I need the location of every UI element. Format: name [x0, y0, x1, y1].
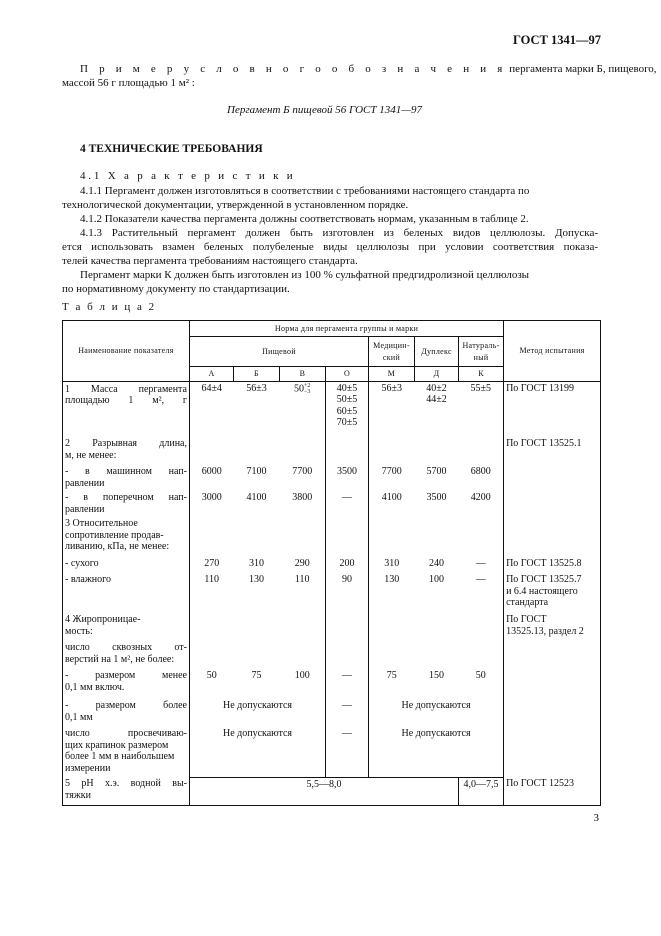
table-row: число просвечиваю- щих крапинок размером более 1 мм в наибольшем измерении Не допускаются — Не допускаются — [63, 727, 601, 777]
clause-4-1-3-c: телей качества пергамента требованиям настоящего стандарта. — [62, 255, 358, 267]
table-row: 4 Жиропроницае- мость: По ГОСТ 13525.13, раздел 2 — [63, 613, 601, 641]
clause-k-b: по нормативному документу по стандартизации. — [62, 283, 290, 295]
example-line-1 — [80, 62, 657, 76]
clause-4-1-1-b: технологической документации, утвержденной в установленном порядке. — [62, 199, 409, 211]
header-method: Метод испытания — [504, 321, 601, 382]
clause-4-1-3-a: 4.1.3 Растительный пергамент должен быть изготовлен из беленых видов целлюлозы. Допуска- — [80, 227, 598, 239]
page-number: 3 — [593, 812, 599, 824]
example-line-2: массой 56 г площадью 1 м² : — [62, 77, 195, 89]
col-v: В — [280, 367, 326, 382]
col-k: К — [459, 367, 504, 382]
clause-4-1: 4.1 Х а р а к т е р и с т и к и — [80, 170, 296, 182]
col-d: Д — [415, 367, 459, 382]
section-title: 4 ТЕХНИЧЕСКИЕ ТРЕБОВАНИЯ — [80, 143, 263, 155]
table-row: 1 Масса пергамента площадью 1 м², г 64±4 56±3 50+2 −3 40±5 50±5 60±5 70±5 56±3 40±2 44±2 55±5 По ГОСТ 13199 — [63, 381, 601, 437]
header-name: Наименование показателя — [63, 321, 190, 382]
header-duplex: Дуплекс — [415, 337, 459, 367]
table-row: - сухого 270 310 290 200 310 240 — По ГОСТ 13525.8 — [63, 557, 601, 573]
header-norm: Норма для пергамента группы и марки — [190, 321, 504, 337]
table-row: число сквозных от- верстий на 1 м², не более: — [63, 641, 601, 669]
example-lead: П р и м е р у с л о в н о г о о б о з н а ч е н и я — [80, 63, 507, 75]
header-medical: Медицин- ский — [369, 337, 415, 367]
header-food: Пищевой — [190, 337, 369, 367]
clause-4-1-3-b: ется использовать взамен беленых полубеленые виды целлюлозы при условии соответствия показа- — [62, 241, 598, 253]
table-row: - в поперечном нап- равлении 3000 4100 3800 — 4100 3500 4200 — [63, 491, 601, 517]
table-row: 2 Разрывная длина, м, не менее: По ГОСТ 13525.1 — [63, 437, 601, 465]
table-row: - размером более 0,1 мм Не допускаются — Не допускаются — [63, 699, 601, 727]
table-row: - размером менее 0,1 мм включ. 50 75 100 — 75 150 50 — [63, 669, 601, 699]
col-b: Б — [234, 367, 280, 382]
clause-4-1-2: 4.1.2 Показатели качества пергамента должны соответствовать нормам, указанным в таблице 2. — [80, 213, 529, 225]
example-rest: пергамента марки Б, пищевого, — [506, 63, 657, 75]
col-a: А — [190, 367, 234, 382]
document-header: ГОСТ 1341—97 — [512, 33, 601, 47]
quality-table — [62, 320, 601, 806]
clause-k-a: Пергамент марки К должен быть изготовлен из 100 % сульфатной предгидролизной целлюлозы — [80, 269, 530, 281]
table-row: - влажного 110 130 110 90 130 100 — По ГОСТ 13525.7 и 6.4 настоящего стандарта — [63, 573, 601, 613]
table-row: - в машинном нап- равлении 6000 7100 7700 3500 7700 5700 6800 — [63, 465, 601, 491]
header-natural: Натураль- ный — [459, 337, 504, 367]
table-row: 5 pH х.э. водной вы- тяжки 5,5—8,0 4,0—7,5 По ГОСТ 12523 — [63, 777, 601, 805]
designation: Пергамент Б пищевой 56 ГОСТ 1341—97 — [227, 104, 423, 116]
table-row: 3 Относительное сопротивление продав- ливанию, кПа, не менее: — [63, 517, 601, 557]
col-o: О — [326, 367, 369, 382]
table-caption: Т а б л и ц а 2 — [62, 301, 157, 313]
clause-4-1-1-a: 4.1.1 Пергамент должен изготовляться в соответствии с требованиями настоящего стандарта по — [80, 185, 530, 197]
col-m: М — [369, 367, 415, 382]
